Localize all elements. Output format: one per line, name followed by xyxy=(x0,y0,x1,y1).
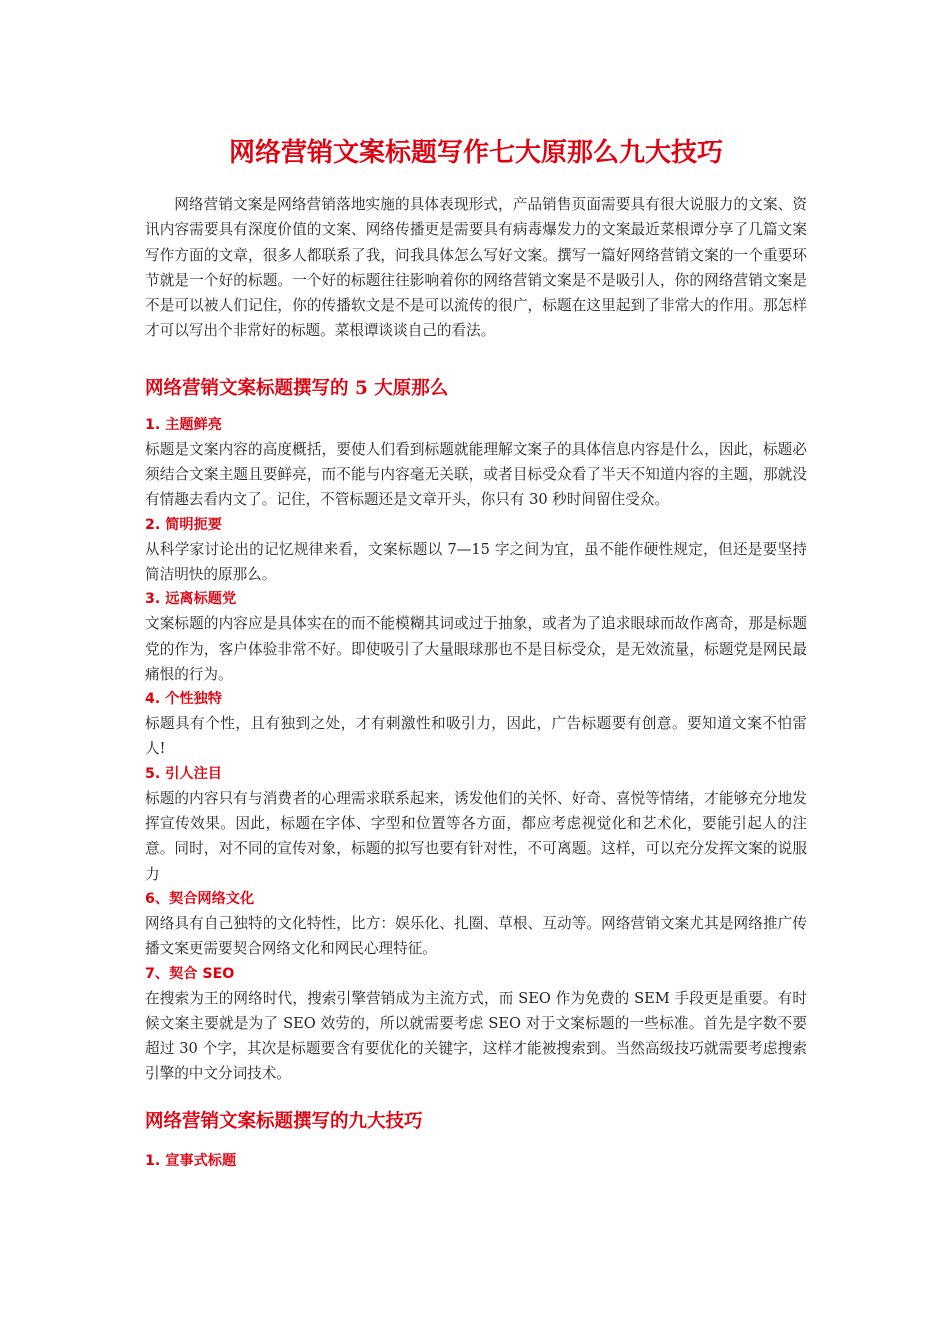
principle-body: 在搜索为王的网络时代，搜索引擎营销成为主流方式，而 SEO 作为免费的 SEM 手段更是重要。有时候文案主要就是为了 SEO 效劳的，所以就需要考虑 SEO 对于文案标题的一些标准。首先是字数不要超过 30 个字，其次是标题要含有要优化的关键字，这样才能被搜索到。当然高级技巧就需要考虑搜索引擎的中文分词技术。 xyxy=(145,989,807,1083)
principle-title: 6、契合网络文化 xyxy=(145,890,255,907)
principle-title: 1. 主题鲜亮 xyxy=(145,416,222,433)
document-title: 网络营销文案标题写作七大原那么九大技巧 xyxy=(228,138,723,168)
principle-body: 标题是文案内容的高度概括，要使人们看到标题就能理解文案子的具体信息内容是什么，因此，标题必须结合文案主题且要鲜亮，而不能与内容毫无关联，或者目标受众看了半天不知道内容的主题，那就没有情趣去看内文了。记住，不管标题还是文章开头，你只有 30 秒时间留住受众。 xyxy=(145,440,807,509)
principle-title: 3. 远离标题党 xyxy=(145,591,237,608)
principle-title: 4. 个性独特 xyxy=(145,691,222,708)
principle-body: 从科学家讨论出的记忆规律来看，文案标题以 7—15 字之间为宜，虽不能作硬性规定，但还是要坚持简洁明快的原那么。 xyxy=(145,540,807,583)
intro-paragraph: 网络营销文案是网络营销落地实施的具体表现形式，产品销售页面需要具有很大说服力的文案、资讯内容需要具有深度价值的文案、网络传播更是需要具有病毒爆发力的文案最近菜根谭分享了几篇文案写作方面的文章，很多人都联系了我，问我具体怎么写好文案。撰写一篇好网络营销文案的一个重要环节就是一个好的标题。一个好的标题往往影响着你的网络营销文案是不是吸引人，你的网络营销文案是不是可以被人们记住，你的传播软文是不是可以流传的很广，标题在这里起到了非常大的作用。那怎样才可以写出个非常好的标题。菜根谭谈谈自己的看法。 xyxy=(145,196,807,340)
principle-title: 7、契合 SEO xyxy=(145,965,235,982)
principle-body: 文案标题的内容应是具体实在的而不能模糊其词或过于抽象，或者为了追求眼球而故作离奇，那是标题党的作为，客户体验非常不好。即使吸引了大量眼球那也不是目标受众，是无效流量，标题党是网民最痛恨的行为。 xyxy=(145,615,807,683)
principle-title: 5. 引人注目 xyxy=(145,765,222,782)
section-heading-techniques: 网络营销文案标题撰写的九大技巧 xyxy=(145,1110,423,1132)
technique-title: 1. 宣事式标题 xyxy=(145,1152,237,1169)
techniques-list xyxy=(145,1149,807,1173)
document-body xyxy=(145,128,807,1173)
principle-body: 标题的内容只有与消费者的心理需求联系起来，诱发他们的关怀、好奇、喜悦等情绪，才能够充分地发挥宣传效果。因此，标题在字体、字型和位置等各方面，都应考虑视觉化和艺术化，要能引起人的注意。同时，对不同的宣传对象，标题的拟写也要有针对性，不可离题。这样，可以充分发挥文案的说服力 xyxy=(145,789,807,883)
principle-body: 网络具有自己独特的文化特性，比方：娱乐化、扎圈、草根、互动等。网络营销文案尤其是网络推广传播文案更需要契合网络文化和网民心理特征。 xyxy=(145,914,807,958)
principle-body: 标题具有个性，且有独到之处，才有刺激性和吸引力，因此，广告标题要有创意。要知道文案不怕雷人! xyxy=(145,715,807,758)
principle-title: 2. 简明扼要 xyxy=(145,516,222,533)
section-heading-principles: 网络营销文案标题撰写的 5 大原那么 xyxy=(145,377,449,399)
principles-list xyxy=(145,413,807,1087)
